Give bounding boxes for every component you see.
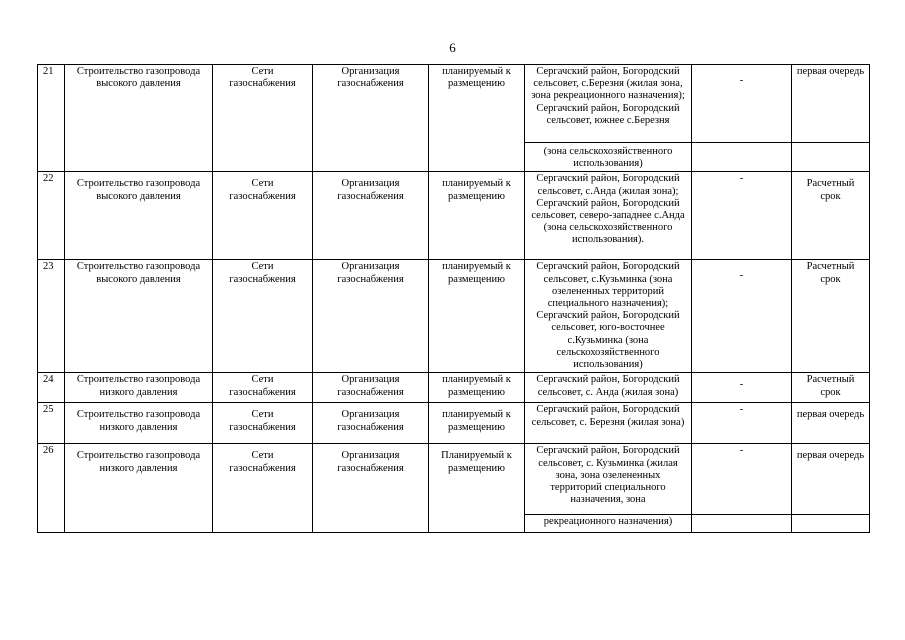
location: Сергачский район, Богородский сельсовет, с. Березня (жилая зона) [525,403,692,444]
zone-empty [692,515,792,533]
location: Сергачский район, Богородский сельсовет, с. Кузьминка (жилая зона, зона озелененных территорий специального назначения, зона [525,444,692,515]
row-number: 24 [38,373,65,403]
network-type: Сети газоснабжения [213,403,313,444]
zone-value: - [692,373,792,403]
term: первая очередь [792,444,870,515]
term: Расчетный срок [792,373,870,403]
location: Сергачский район, Богородский сельсовет, с. Анда (жилая зона) [525,373,692,403]
zone-value: - [692,172,792,260]
network-type: Сети газоснабжения [213,172,313,260]
term: Расчетный срок [792,260,870,373]
status: планируемый к размещению [429,373,525,403]
table-row [38,373,870,403]
organization: Организация газоснабжения [313,444,429,533]
table-row [38,260,870,373]
status: планируемый к размещению [429,65,525,172]
row-number: 23 [38,260,65,373]
object-name: Строительство газопровода высокого давления [65,172,213,260]
term: первая очередь [792,65,870,143]
row-number: 25 [38,403,65,444]
zone-value: - [692,444,792,515]
zone-value: - [692,403,792,444]
zone-value: - [692,65,792,143]
location-continuation: (зона сельскохозяйственного использования) [525,143,692,172]
network-type: Сети газоснабжения [213,260,313,373]
location: Сергачский район, Богородский сельсовет, с.Березня (жилая зона, зона рекреационного назначения); Сергачский район, Богородский сельсовет, южнее с.Березня [525,65,692,143]
term-empty [792,515,870,533]
zone-value: - [692,260,792,373]
row-number: 26 [38,444,65,533]
organization: Организация газоснабжения [313,403,429,444]
table-row [38,403,870,444]
row-number: 21 [38,65,65,172]
table-row [38,172,870,260]
object-name: Строительство газопровода низкого давления [65,403,213,444]
objects-table [37,64,870,533]
network-type: Сети газоснабжения [213,444,313,533]
organization: Организация газоснабжения [313,373,429,403]
network-type: Сети газоснабжения [213,65,313,172]
location: Сергачский район, Богородский сельсовет, с.Анда (жилая зона); Сергачский район, Богородский сельсовет, северо-западнее с.Анда (зона сельскохозяйственного использования). [525,172,692,260]
term: первая очередь [792,403,870,444]
object-name: Строительство газопровода низкого давления [65,373,213,403]
status: планируемый к размещению [429,172,525,260]
table-row [38,65,870,143]
zone-empty [692,143,792,172]
page-number: 6 [449,40,456,55]
term-empty [792,143,870,172]
location: Сергачский район, Богородский сельсовет, с.Кузьминка (зона озелененных территорий специального назначения); Сергачский район, Богородский сельсовет, юго-восточнее с.Кузьминка (зона сельскохозяйственного использования) [525,260,692,373]
status: Планируемый к размещению [429,444,525,533]
term: Расчетный срок [792,172,870,260]
object-name: Строительство газопровода высокого давления [65,65,213,172]
organization: Организация газоснабжения [313,260,429,373]
object-name: Строительство газопровода высокого давления [65,260,213,373]
status: планируемый к размещению [429,260,525,373]
table-row [38,444,870,515]
status: планируемый к размещению [429,403,525,444]
row-number: 22 [38,172,65,260]
organization: Организация газоснабжения [313,65,429,172]
organization: Организация газоснабжения [313,172,429,260]
network-type: Сети газоснабжения [213,373,313,403]
location-continuation: рекреационного назначения) [525,515,692,533]
object-name: Строительство газопровода низкого давления [65,444,213,533]
